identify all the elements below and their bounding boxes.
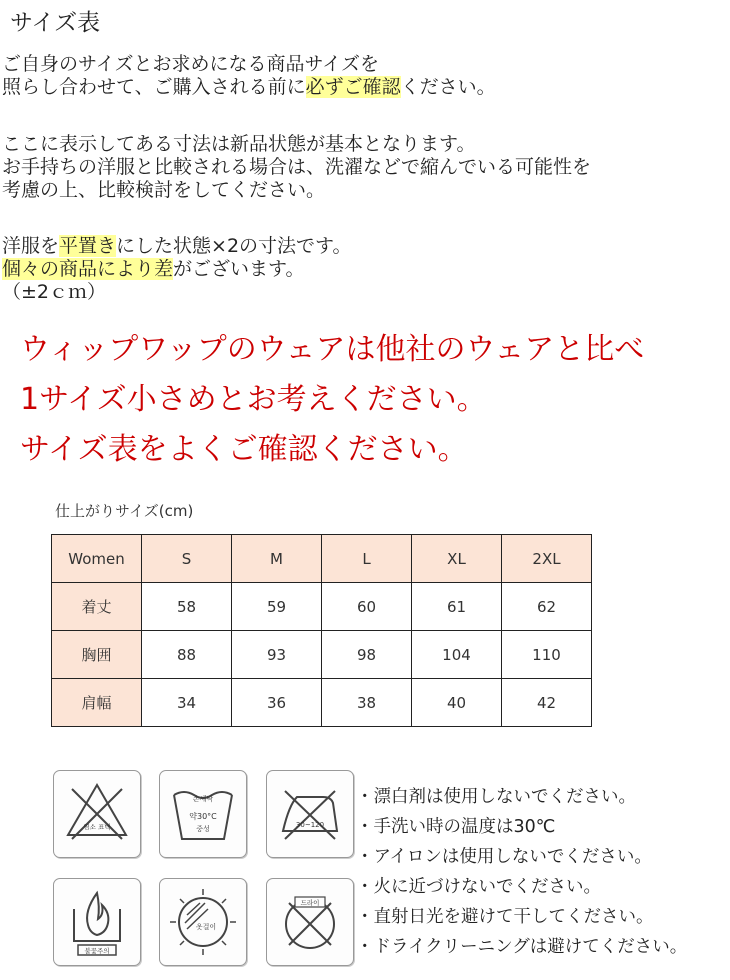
handwash-top-label: 손세탁 bbox=[192, 795, 214, 803]
hand-wash-icon bbox=[159, 770, 247, 858]
measure-paragraph bbox=[2, 235, 352, 304]
dry-label: 드라이 bbox=[300, 899, 320, 907]
measure-line-1-post: にした状態×2の寸法です。 bbox=[116, 235, 352, 257]
intro-paragraph bbox=[2, 53, 496, 99]
care-note: ・火に近づけないでください。 bbox=[356, 877, 601, 897]
intro-line-2 bbox=[2, 76, 496, 99]
shade-dry-icon bbox=[159, 878, 247, 966]
table-header-cell: M bbox=[232, 535, 322, 583]
table-cell: 60 bbox=[322, 583, 412, 631]
no-iron-icon bbox=[266, 770, 354, 858]
table-header-cell: Women bbox=[52, 535, 142, 583]
handwash-neutral-label: 중성 bbox=[196, 825, 210, 833]
table-header-cell: 2XL bbox=[502, 535, 592, 583]
care-note: ・漂白剤は使用しないでください。 bbox=[356, 787, 636, 807]
row-label: 胸囲 bbox=[52, 631, 142, 679]
table-cell: 93 bbox=[232, 631, 322, 679]
condition-line-1: ここに表示してある寸法は新品状態が基本となります。 bbox=[2, 133, 476, 155]
no-dry-clean-icon bbox=[266, 878, 354, 966]
table-header-cell: S bbox=[142, 535, 232, 583]
measure-line-2-post: がございます。 bbox=[173, 258, 305, 280]
table-cell: 98 bbox=[322, 631, 412, 679]
table-cell: 58 bbox=[142, 583, 232, 631]
table-cell: 88 bbox=[142, 631, 232, 679]
fire-label: 불꽃주의 bbox=[84, 947, 110, 955]
table-cell: 42 bbox=[502, 679, 592, 727]
table-caption: 仕上がりサイズ(cm) bbox=[55, 502, 194, 520]
condition-line-3: 考慮の上、比較検討をしてください。 bbox=[2, 179, 326, 201]
table-row bbox=[52, 583, 592, 631]
care-note: ・直射日光を避けて干してください。 bbox=[356, 907, 654, 927]
no-bleach-icon bbox=[53, 770, 141, 858]
table-header-cell: L bbox=[322, 535, 412, 583]
table-cell: 59 bbox=[232, 583, 322, 631]
table-cell: 34 bbox=[142, 679, 232, 727]
row-label: 肩幅 bbox=[52, 679, 142, 727]
table-cell: 62 bbox=[502, 583, 592, 631]
condition-line-2: お手持ちの洋服と比較される場合は、洗濯などで縮んでいる可能性を bbox=[2, 156, 592, 178]
iron-temp-label: 30~120 bbox=[295, 821, 325, 829]
page-title: サイズ表 bbox=[10, 10, 101, 36]
intro-line-2-text: 照らし合わせて、ご購入される前に bbox=[2, 76, 306, 98]
table-row bbox=[52, 631, 592, 679]
size-table bbox=[51, 534, 592, 727]
flame-icon bbox=[53, 878, 141, 966]
care-note: ・ドライクリーニングは避けてください。 bbox=[356, 937, 688, 957]
measure-line-1 bbox=[2, 235, 352, 258]
tolerance-text: （±2ｃｍ） bbox=[2, 281, 107, 303]
warning-line-3: サイズ表をよくご確認ください。 bbox=[20, 432, 468, 467]
table-cell: 61 bbox=[412, 583, 502, 631]
table-header-cell: XL bbox=[412, 535, 502, 583]
care-notes bbox=[356, 782, 687, 962]
row-label: 着丈 bbox=[52, 583, 142, 631]
highlight-confirm: 必ずご確認 bbox=[305, 76, 401, 98]
table-cell: 38 bbox=[322, 679, 412, 727]
intro-line-2-end: ください。 bbox=[400, 76, 496, 98]
highlight-flat: 平置き bbox=[59, 235, 117, 257]
bleach-label: 염소 표백 bbox=[83, 823, 111, 831]
table-cell: 36 bbox=[232, 679, 322, 727]
warning-line-2: 1サイズ小さめとお考えください。 bbox=[20, 382, 487, 417]
care-note: ・アイロンは使用しないでください。 bbox=[356, 847, 652, 867]
table-header-row bbox=[52, 535, 592, 583]
intro-line-1: ご自身のサイズとお求めになる商品サイズを bbox=[2, 53, 379, 75]
condition-paragraph bbox=[2, 133, 591, 202]
warning-line-1: ウィップワップのウェアは他社のウェアと比べ bbox=[20, 332, 645, 367]
handwash-temp-label: 약30°C bbox=[189, 812, 217, 821]
care-note: ・手洗い時の温度は30℃ bbox=[356, 817, 556, 837]
table-row bbox=[52, 679, 592, 727]
measure-line-1-pre: 洋服を bbox=[2, 235, 60, 257]
highlight-variation: 個々の商品により差 bbox=[2, 258, 174, 280]
table-cell: 110 bbox=[502, 631, 592, 679]
sun-label: 옷걸이 bbox=[195, 923, 217, 931]
measure-line-2 bbox=[2, 258, 352, 281]
table-cell: 40 bbox=[412, 679, 502, 727]
table-cell: 104 bbox=[412, 631, 502, 679]
